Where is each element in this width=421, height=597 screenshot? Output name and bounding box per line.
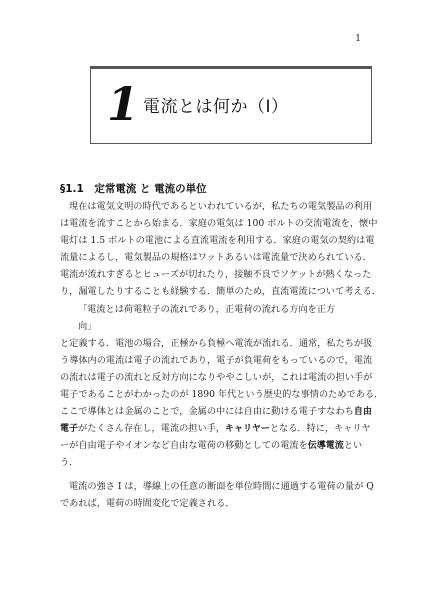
- chapter-box-top-rule: [91, 67, 371, 69]
- paragraph-2-line: 電子であることがわかったのが 1890 年代という歴史的な事情のためである．: [60, 389, 384, 401]
- page-number: 1: [355, 34, 361, 44]
- text-run: ーが自由電子やイオンなど自由な電荷の移動としての電流を: [60, 440, 308, 452]
- paragraph-2-line: う導体内の電流は電子の流れであり，電子が負電荷をもっているので，電流: [60, 354, 373, 366]
- term-carrier: キャリヤー: [225, 424, 270, 435]
- chapter-title: 電流とは何か（I）: [143, 97, 289, 117]
- paragraph-1-line: 現在は電気文明の時代であるといわれているが，私たちの電気製品の利用: [69, 201, 373, 212]
- chapter-number: 1: [107, 77, 140, 131]
- paragraph-2: [60, 335, 384, 472]
- paragraph-1-line: は電流を流すことから始まる．家庭の電気は 100 ボルトの交流電流を，懐中: [60, 218, 378, 230]
- paragraph-2-line: [60, 403, 372, 420]
- paragraph-2-line: [60, 437, 366, 454]
- paragraph-2-line: の流れは電子の流れと反対方向になりややこしいが，これは電流の担い手が: [60, 371, 373, 383]
- text-run: となる．特に，キャリヤ: [269, 423, 371, 435]
- chapter-title-box: [90, 66, 372, 144]
- term-free-electron-cont: 電子: [60, 424, 79, 435]
- paragraph-3: [60, 478, 374, 512]
- body-text: [60, 198, 384, 512]
- paragraph-2-line: と定義する．電池の場合，正極から負極へ電流が流れる．通常，私たちが扱: [60, 337, 373, 349]
- paragraph-2-line: [60, 420, 371, 437]
- text-run: とい: [343, 440, 363, 452]
- text-run: ここで導体とは金属のことで，金属の中には自由に動ける電子すなわち: [60, 406, 354, 418]
- paragraph-1-line: 電灯は 1.5 ボルトの電池による直流電流を利用する．家庭の電気の契約は電: [60, 235, 375, 247]
- definition-quote: [60, 301, 366, 335]
- term-free-electron: 自由: [353, 407, 372, 418]
- quote-line: 向」: [78, 320, 97, 332]
- section-heading: §1.1 定常電流 と 電流の単位: [60, 183, 207, 195]
- paragraph-1-line: 電流が流れすぎるとヒューズが切れたり，接触不良でソケットが熱くなった: [60, 269, 372, 281]
- paragraph-3-line: 電流の強さ I は，導線上の任意の断面を単位時間に通過する電荷の量が Q: [69, 480, 374, 492]
- paragraph-1-line: り，漏電したりすることも経験する．簡単のため，直流電流について考える．: [60, 286, 382, 298]
- quote-line: 「電流とは荷電粒子の流れであり，正電荷の流れる方向を正方: [78, 303, 336, 315]
- paragraph-3-line: であれば，電荷の時間変化で定義される．: [60, 497, 235, 509]
- paragraph-2-line: う．: [60, 457, 79, 469]
- paragraph-1: [60, 198, 382, 301]
- text-run: がたくさん存在し，電流の担い手，: [78, 423, 226, 435]
- term-conduction-current: 伝導電流: [307, 441, 344, 452]
- paragraph-1-line: 流量によるし，電気製品の規格はワットあるいは電流量で決められている．: [60, 252, 372, 264]
